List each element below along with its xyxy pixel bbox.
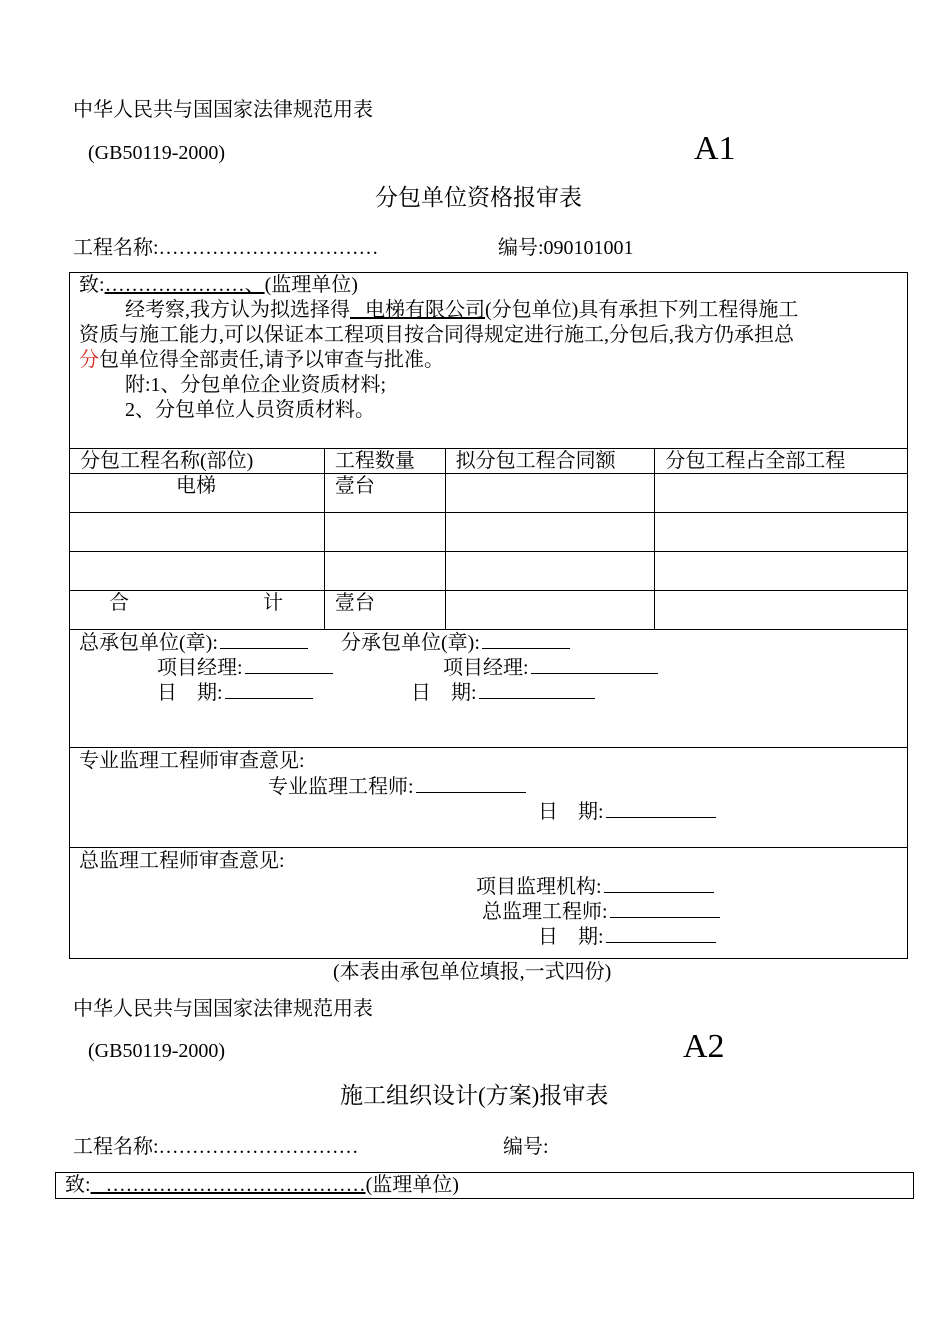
highlighted-char: 分 — [79, 349, 99, 371]
table-cell — [445, 591, 655, 630]
addressee-line — [65, 1173, 459, 1198]
standard-code: (GB50119-2000) — [88, 142, 226, 164]
date-label: 日 期: — [157, 682, 223, 704]
blank-line — [220, 630, 308, 649]
table-cell — [445, 552, 655, 591]
body-line-3 — [79, 348, 444, 373]
sub-contractor-sign — [341, 630, 570, 656]
project-name-label: 工程名称:…………………………… — [73, 237, 379, 259]
table-cell — [655, 591, 908, 630]
header-cell: 拟分包工程合同额 — [445, 449, 655, 474]
supervision-unit-value: …………………、 — [104, 274, 265, 296]
body-line-2: 资质与施工能力,可以保证本工程项目按合同得规定进行施工,分包后,我方仍承担总 — [79, 324, 794, 346]
form-title: 施工组织设计(方案)报审表 — [340, 1083, 609, 1108]
blank-line — [225, 680, 313, 699]
attachment-1: 附:1、分包单位企业资质材料; — [125, 374, 387, 396]
subcontract-table — [69, 448, 908, 630]
blank-line — [245, 655, 333, 674]
blank-line — [606, 799, 716, 818]
total-label-1: 合 — [109, 592, 129, 614]
table-cell — [70, 552, 325, 591]
sub-unit-label: 分承包单位(章): — [341, 632, 480, 654]
table-cell — [445, 513, 655, 552]
blank-line — [606, 924, 716, 943]
general-contractor-sign — [79, 630, 308, 656]
engineer-label: 专业监理工程师: — [268, 776, 414, 798]
blank-line — [610, 899, 720, 918]
date-label: 日 期: — [538, 926, 604, 948]
supervision-unit-suffix: (监理单位) — [365, 1174, 459, 1196]
body-text: 包单位得全部责任,请予以审查与批准。 — [99, 349, 444, 371]
table-cell — [445, 474, 655, 513]
supervisor-date-sign — [538, 799, 716, 825]
table-cell — [324, 513, 445, 552]
date-label: 日 期: — [538, 801, 604, 823]
form-number: A1 — [694, 130, 736, 167]
serial-number: 编号:090101001 — [498, 237, 634, 259]
law-line: 中华人民共与国国家法律规范用表 — [73, 998, 373, 1020]
to-label: 致: — [65, 1174, 91, 1196]
serial-number: 编号: — [503, 1136, 549, 1158]
blank-line — [416, 774, 526, 793]
blank-line — [604, 874, 714, 893]
subcontractor-name: 电梯有限公司 — [365, 299, 485, 321]
table-row — [70, 513, 908, 552]
project-name-label: 工程名称:………………………… — [73, 1136, 359, 1158]
attachment-2: 2、分包单位人员资质材料。 — [125, 399, 375, 421]
body-text: 经考察,我方认为拟选择得 — [125, 299, 350, 321]
to-label: 致: — [79, 274, 105, 296]
header-cell: 工程数量 — [324, 449, 445, 474]
divider — [69, 847, 908, 848]
table-cell — [655, 552, 908, 591]
pm-sign-1 — [157, 655, 333, 681]
table-cell — [70, 513, 325, 552]
total-row — [70, 591, 908, 630]
table-row — [70, 552, 908, 591]
table-row — [70, 474, 908, 513]
law-line: 中华人民共与国国家法律规范用表 — [73, 99, 373, 121]
form-title: 分包单位资格报审表 — [375, 185, 582, 210]
table-header-row — [70, 449, 908, 474]
blank-line — [482, 630, 570, 649]
table-cell — [655, 474, 908, 513]
date-sign-1 — [157, 680, 313, 706]
divider — [69, 747, 908, 748]
chief-opinion-label: 总监理工程师审查意见: — [79, 850, 285, 872]
supervisor-opinion-label: 专业监理工程师审查意见: — [79, 750, 305, 772]
supervision-org-sign — [476, 874, 714, 900]
form-number: A2 — [683, 1028, 725, 1065]
header-cell: 分包工程名称(部位) — [70, 449, 325, 474]
body-text: (分包单位)具有承担下列工程得施工 — [485, 299, 799, 321]
table-cell — [324, 552, 445, 591]
table-cell — [655, 513, 908, 552]
supervision-unit-value: ………………………………… — [105, 1174, 366, 1196]
addressee-line — [79, 273, 358, 298]
blank-line — [531, 655, 658, 674]
pm-sign-2 — [443, 655, 658, 681]
pm-label: 项目经理: — [443, 657, 529, 679]
header-cell: 分包工程占全部工程 — [655, 449, 908, 474]
standard-code: (GB50119-2000) — [88, 1040, 226, 1062]
org-label: 项目监理机构: — [476, 876, 602, 898]
general-unit-label: 总承包单位(章): — [79, 632, 218, 654]
engineer-label: 总监理工程师: — [482, 901, 608, 923]
blank-line — [479, 680, 595, 699]
chief-engineer-sign — [482, 899, 720, 925]
total-qty-cell: 壹台 — [324, 591, 445, 630]
table-cell: 壹台 — [324, 474, 445, 513]
total-label-2: 计 — [263, 592, 283, 614]
body-line-1 — [125, 298, 798, 323]
supervision-unit-suffix: (监理单位) — [264, 274, 358, 296]
chief-date-sign — [538, 924, 716, 950]
date-sign-2 — [411, 680, 595, 706]
footnote: (本表由承包单位填报,一式四份) — [333, 961, 612, 983]
supervisor-engineer-sign — [268, 774, 526, 800]
table-cell: 电梯 — [70, 474, 325, 513]
pm-label: 项目经理: — [157, 657, 243, 679]
total-label-cell — [70, 591, 325, 630]
date-label: 日 期: — [411, 682, 477, 704]
